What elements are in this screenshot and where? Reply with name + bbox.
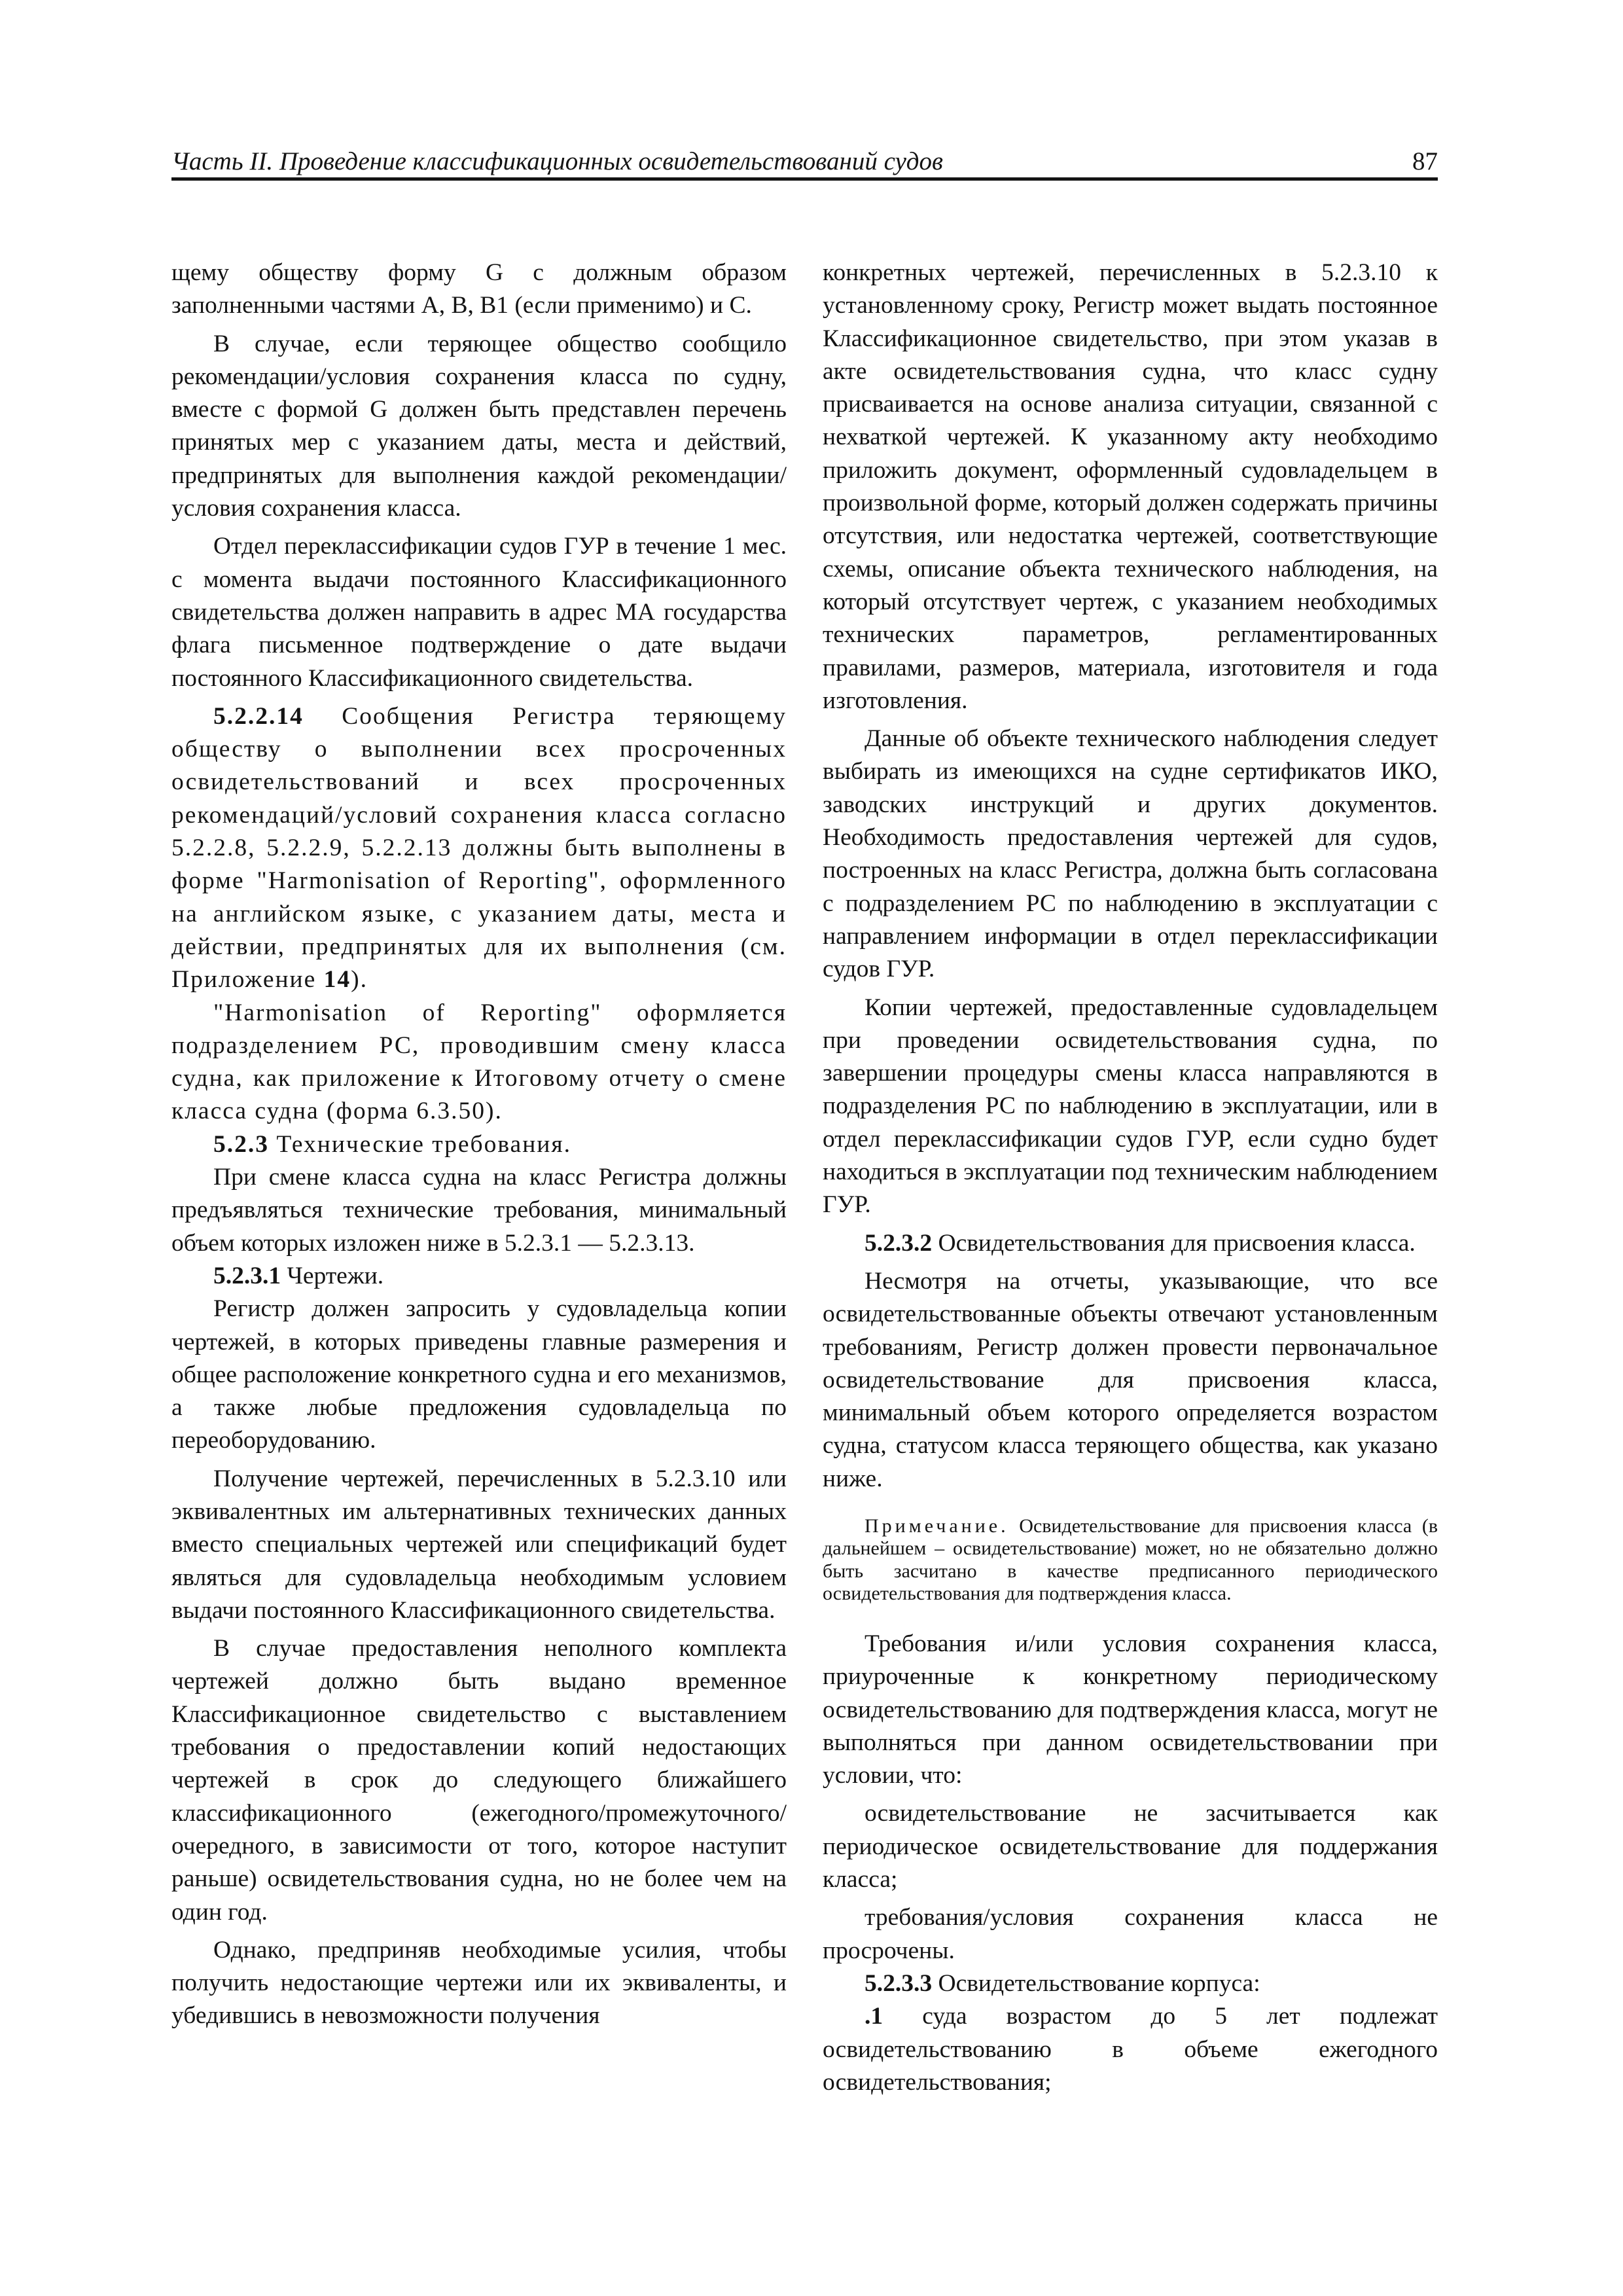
- list-item: [823, 2000, 1438, 2099]
- list-item: требования/условия сохранения класса не просрочены.: [823, 1904, 1438, 1964]
- paragraph: В случае, если теряющее общество сообщило рекомендации/условия сохранения класса по судну, вместе с формой G должен быть представлен перечень принятых мер с указанием даты, места и действий, предпринятых для выполнения каждой рекомендации/условия сохранения класса.: [171, 330, 787, 522]
- paragraph: В случае предоставления неполного комплекта чертежей должно быть выдано временное Классификационное свидетельство с выставлением требования о предоставлении копий недостающих чертежей в срок до следующего ближайшего классификационного (ежегодного/промежуточного/ очередного, в зависимости от того, которое наступит раньше) освидетельствования судна, но не более чем на один год.: [171, 1635, 787, 1926]
- item-number: .1: [865, 2003, 883, 2030]
- section-heading-5-2-3-3: [823, 1967, 1438, 2000]
- clause-tail: ).: [351, 966, 368, 994]
- paragraph: Однако, предприняв необходимые усилия, чтобы получить недостающие чертежи или их эквиваленты, и убедившись в невозможности получения: [171, 1936, 787, 2030]
- paragraph: Несмотря на отчеты, указывающие, что все освидетельствованные объекты отвечают установленным требованиям, Регистр должен провести первоначальное освидетельствование для присвоения класса, минимальный объем которого определяется возрастом судна, статусом класса теряющего общества, как указано ниже.: [823, 1267, 1438, 1492]
- note-text: Освидетельствование для присвоения класса (в дальнейшем – освидетельствование) может, но не обязательно должно быть засчитано в качестве предписанного периодического освидетельствования для подтверждения класса.: [823, 1515, 1438, 1605]
- list-item: освидетельствование не засчитывается как периодическое освидетельствование для поддержания класса;: [823, 1800, 1438, 1893]
- left-column: [171, 257, 787, 2033]
- paragraph: щему обществу форму G с должным образом заполненными частями A, B, B1 (если применимо) и С.: [171, 259, 787, 319]
- paragraph: Требования и/или условия сохранения класса, приуроченные к конкретному периодическому освидетельствованию для подтверждения класса, могут не выполняться при данном освидетельствовании при условии, что:: [823, 1630, 1438, 1789]
- clause-text: Сообщения Регистра теряющему обществу о выполнении всех просроченных освидетельствований и всех просроченных рекомендаций/условий сохранения класса согласно 5.2.2.8, 5.2.2.9, 5.2.2.13 должны быть выполнены в форме "Harmonisation of Reporting", оформленного на английском языке, с указанием даты, места и действии, предпринятых для их выполнения (см. Приложение: [171, 702, 787, 994]
- note: [823, 1515, 1438, 1605]
- right-column: [823, 257, 1438, 2099]
- paragraph: Получение чертежей, перечисленных в 5.2.3.10 или эквивалентных им альтернативных технических данных вместо специальных чертежей или спецификаций будет являться для судовладельца необходимым условием выдачи постоянного Классификационного свидетельства.: [171, 1465, 787, 1624]
- page-number: 87: [1412, 147, 1438, 175]
- note-label: Примечание.: [865, 1515, 1009, 1537]
- section-number: 5.2.3.3: [865, 1969, 933, 1997]
- header-title: Часть II. Проведение классификационных освидетельствований судов: [171, 147, 943, 175]
- clause-5-2-2-14: [171, 700, 787, 997]
- paragraph: При смене класса судна на класс Регистра должны предъявляться технические требования, минимальный объем которых изложен ниже в 5.2.3.1 — 5.2.3.13.: [171, 1164, 787, 1257]
- section-number: 5.2.3.1: [213, 1262, 281, 1289]
- section-title: Технические требования.: [276, 1130, 571, 1158]
- section-title: Освидетельствование корпуса:: [938, 1969, 1260, 1997]
- section-heading-5-2-3-1: [171, 1260, 787, 1293]
- paragraph: Отдел переклассификации судов ГУР в течение 1 мес. с момента выдачи постоянного Классификационного свидетельства должен направить в адрес МА государства флага письменное подтверждение о дате выдачи постоянного Классификационного свидетельства.: [171, 533, 787, 692]
- section-title: Освидетельствования для присвоения класса.: [938, 1229, 1416, 1257]
- clause-number: 5.2.2.14: [213, 702, 304, 730]
- paragraph: "Harmonisation of Reporting" оформляется подразделением РС, проводившим смену класса судна, как приложение к Итоговому отчету о смене класса судна (форма 6.3.50).: [171, 999, 787, 1125]
- appendix-ref: 14: [323, 966, 351, 994]
- section-heading-5-2-3: [171, 1128, 787, 1161]
- header-rule: [171, 177, 1438, 181]
- paragraph: Копии чертежей, предоставленные судовладельцем при проведении освидетельствования судна, по завершении процедуры смены класса направляются в подразделения РС по наблюдению в эксплуатации, или в отдел переклассификации судов ГУР, если судно будет находиться в эксплуатации под техническим наблюдением ГУР.: [823, 994, 1438, 1219]
- paragraph: Регистр должен запросить у судовладельца копии чертежей, в которых приведены главные размерения и общее расположение конкретного судна и его механизмов, а также любые предложения судовладельца по переоборудованию.: [171, 1295, 787, 1454]
- paragraph: конкретных чертежей, перечисленных в 5.2.3.10 к установленному сроку, Регистр может выдать постоянное Классификационное свидетельство, при этом указав в акте освидетельствования судна, что класс судну присваивается на основе анализа ситуации, связанной с нехваткой чертежей. К указанному акту необходимо приложить документ, оформленный судовладельцем в произвольной форме, который должен содержать причины отсутствия, или недостатка чертежей, соответствующие схемы, описание объекта технического наблюдения, на который отсутствует чертеж, с указанием необходимых технических параметров, регламентированных правилами, размеров, материала, изготовителя и года изготовления.: [823, 259, 1438, 714]
- item-text: суда возрастом до 5 лет подлежат освидетельствованию в объеме ежегодного освидетельствования;: [823, 2003, 1438, 2096]
- section-heading-5-2-3-2: [823, 1227, 1438, 1260]
- section-title: Чертежи.: [287, 1262, 384, 1289]
- paragraph: Данные об объекте технического наблюдения следует выбирать из имеющихся на судне сертификатов ИКО, заводских инструкций и других документов. Необходимость предоставления чертежей для судов, построенных на класс Регистра, должна быть согласована с подразделением РС по наблюдению в эксплуатации с направлением информации в отдел переклассификации судов ГУР.: [823, 725, 1438, 983]
- section-number: 5.2.3: [213, 1130, 269, 1158]
- section-number: 5.2.3.2: [865, 1229, 933, 1257]
- running-header: [171, 145, 1438, 178]
